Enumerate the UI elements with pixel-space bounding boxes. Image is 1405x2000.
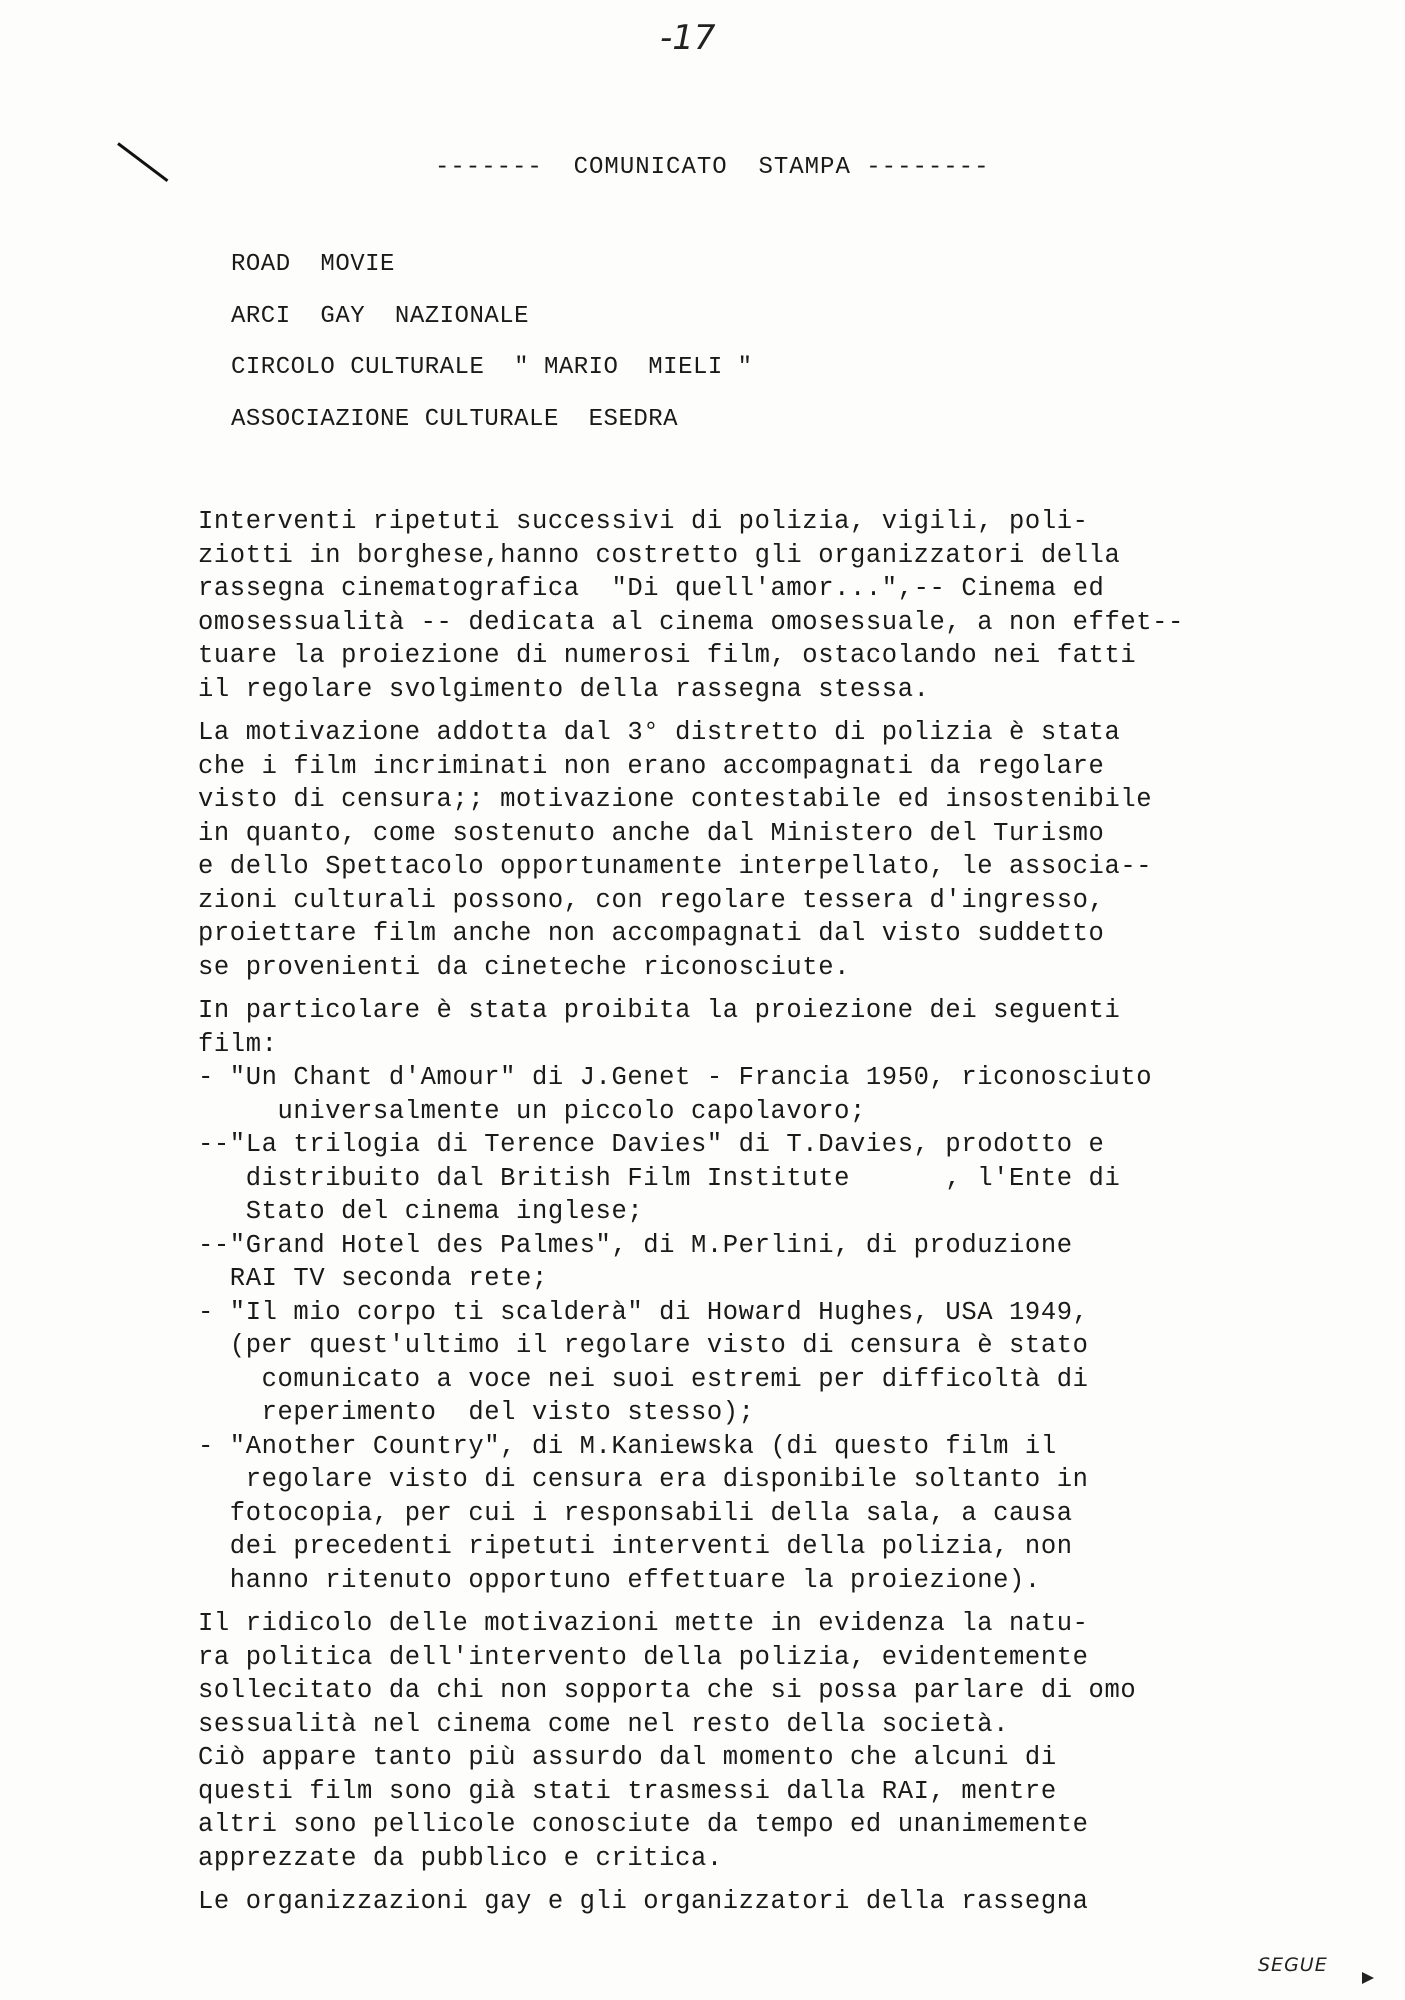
- text-line: apprezzate da pubblico e critica.: [198, 1843, 723, 1873]
- text-line: tuare la proiezione di numerosi film, ostacolando nei fatti: [198, 641, 1137, 670]
- organizer-item: ARCI GAY NAZIONALE: [231, 302, 530, 330]
- film-list-item: - "Il mio corpo ti scalderà" di Howard Hughes, USA 1949,: [198, 1297, 1089, 1327]
- document-title: ------- COMUNICATO STAMPA --------: [435, 154, 990, 181]
- film-list-item-continuation: regolare visto di censura era disponibile soltanto in: [198, 1465, 1089, 1494]
- film-list-item-continuation: dei precedenti ripetuti interventi della polizia, non: [198, 1532, 1073, 1561]
- organizer-item: CIRCOLO CULTURALE " MARIO MIELI ": [231, 354, 753, 381]
- organizer-item: ASSOCIAZIONE CULTURALE ESEDRA: [231, 405, 679, 433]
- paragraph-organizations: [198, 1885, 1278, 1919]
- text-line: e dello Spettacolo opportunamente interpellato, le associa--: [198, 852, 1153, 881]
- press-release-body: [198, 505, 1278, 1929]
- text-line: sessualità nel cinema come nel resto della società.: [198, 1709, 1010, 1739]
- text-line: zioni culturali possono, con regolare tessera d'ingresso,: [198, 885, 1105, 915]
- film-list-item-continuation: comunicato a voce nei suoi estremi per difficoltà di: [198, 1364, 1089, 1394]
- text-line: La motivazione addotta dal 3° distretto di polizia è stata: [198, 718, 1121, 747]
- film-list-item: - "Another Country", di M.Kaniewska (di questo film il: [198, 1431, 1057, 1461]
- film-list-item-continuation: universalmente un piccolo capolavoro;: [198, 1096, 866, 1126]
- text-line: Interventi ripetuti successivi di polizia, vigili, poli-: [198, 507, 1089, 536]
- text-line: in quanto, come sostenuto anche dal Ministero del Turismo: [198, 818, 1105, 848]
- text-line: questi film sono già stati trasmessi dalla RAI, mentre: [198, 1776, 1057, 1806]
- text-line: omosessualità -- dedicata al cinema omosessuale, a non effet--: [198, 607, 1184, 637]
- text-line: Il ridicolo delle motivazioni mette in evidenza la natu-: [198, 1609, 1089, 1638]
- text-line: se provenienti da cineteche riconosciute.: [198, 952, 851, 982]
- organizers-list: [231, 250, 753, 456]
- text-line: altri sono pellicole conosciute da tempo ed unanimemente: [198, 1810, 1089, 1839]
- paragraph-interventions: [198, 505, 1278, 706]
- paragraph-motivation: [198, 716, 1278, 984]
- film-list-item: --"Grand Hotel des Palmes", di M.Perlini, di produzione: [198, 1230, 1073, 1260]
- text-line: sollecitato da chi non sopporta che si possa parlare di omo: [198, 1676, 1137, 1705]
- film-list-item-continuation: (per quest'ultimo il regolare visto di censura è stato: [198, 1331, 1089, 1360]
- text-line: Ciò appare tanto più assurdo dal momento che alcuni di: [198, 1743, 1057, 1772]
- continuation-note: SEGUE: [1258, 1954, 1328, 1976]
- text-line: che i film incriminati non erano accompagnati da regolare: [198, 751, 1105, 781]
- film-list-item-continuation: distribuito dal British Film Institute , l'Ente di: [198, 1163, 1121, 1193]
- text-line: ra politica dell'intervento della polizia, evidentemente: [198, 1642, 1089, 1672]
- text-line: film:: [198, 1029, 278, 1059]
- film-list-item-continuation: RAI TV seconda rete;: [198, 1264, 548, 1293]
- paragraph-political-nature: [198, 1607, 1278, 1875]
- text-line: rassegna cinematografica "Di quell'amor...",-- Cinema ed: [198, 574, 1105, 603]
- film-list-item-continuation: hanno ritenuto opportuno effettuare la proiezione).: [198, 1565, 1041, 1595]
- pen-mark: [117, 142, 168, 182]
- film-list-item-continuation: reperimento del visto stesso);: [198, 1398, 755, 1427]
- continuation-arrow-icon: [1362, 1972, 1374, 1984]
- film-list-item: - "Un Chant d'Amour" di J.Genet - Francia 1950, riconosciuto: [198, 1063, 1153, 1092]
- text-line: In particolare è stata proibita la proiezione dei seguenti: [198, 996, 1121, 1025]
- page-number: -17: [660, 18, 716, 58]
- film-list-item: --"La trilogia di Terence Davies" di T.Davies, prodotto e: [198, 1130, 1105, 1159]
- text-line: il regolare svolgimento della rassegna stessa.: [198, 674, 930, 704]
- text-line: visto di censura;; motivazione contestabile ed insostenibile: [198, 785, 1153, 814]
- film-list-item-continuation: Stato del cinema inglese;: [198, 1197, 644, 1226]
- paragraph-prohibited-films: [198, 994, 1278, 1597]
- text-line: proiettare film anche non accompagnati dal visto suddetto: [198, 919, 1105, 948]
- film-list-item-continuation: fotocopia, per cui i responsabili della sala, a causa: [198, 1498, 1073, 1528]
- text-line: Le organizzazioni gay e gli organizzatori della rassegna: [198, 1887, 1089, 1916]
- text-line: ziotti in borghese,hanno costretto gli organizzatori della: [198, 540, 1121, 570]
- organizer-item: ROAD MOVIE: [231, 251, 395, 278]
